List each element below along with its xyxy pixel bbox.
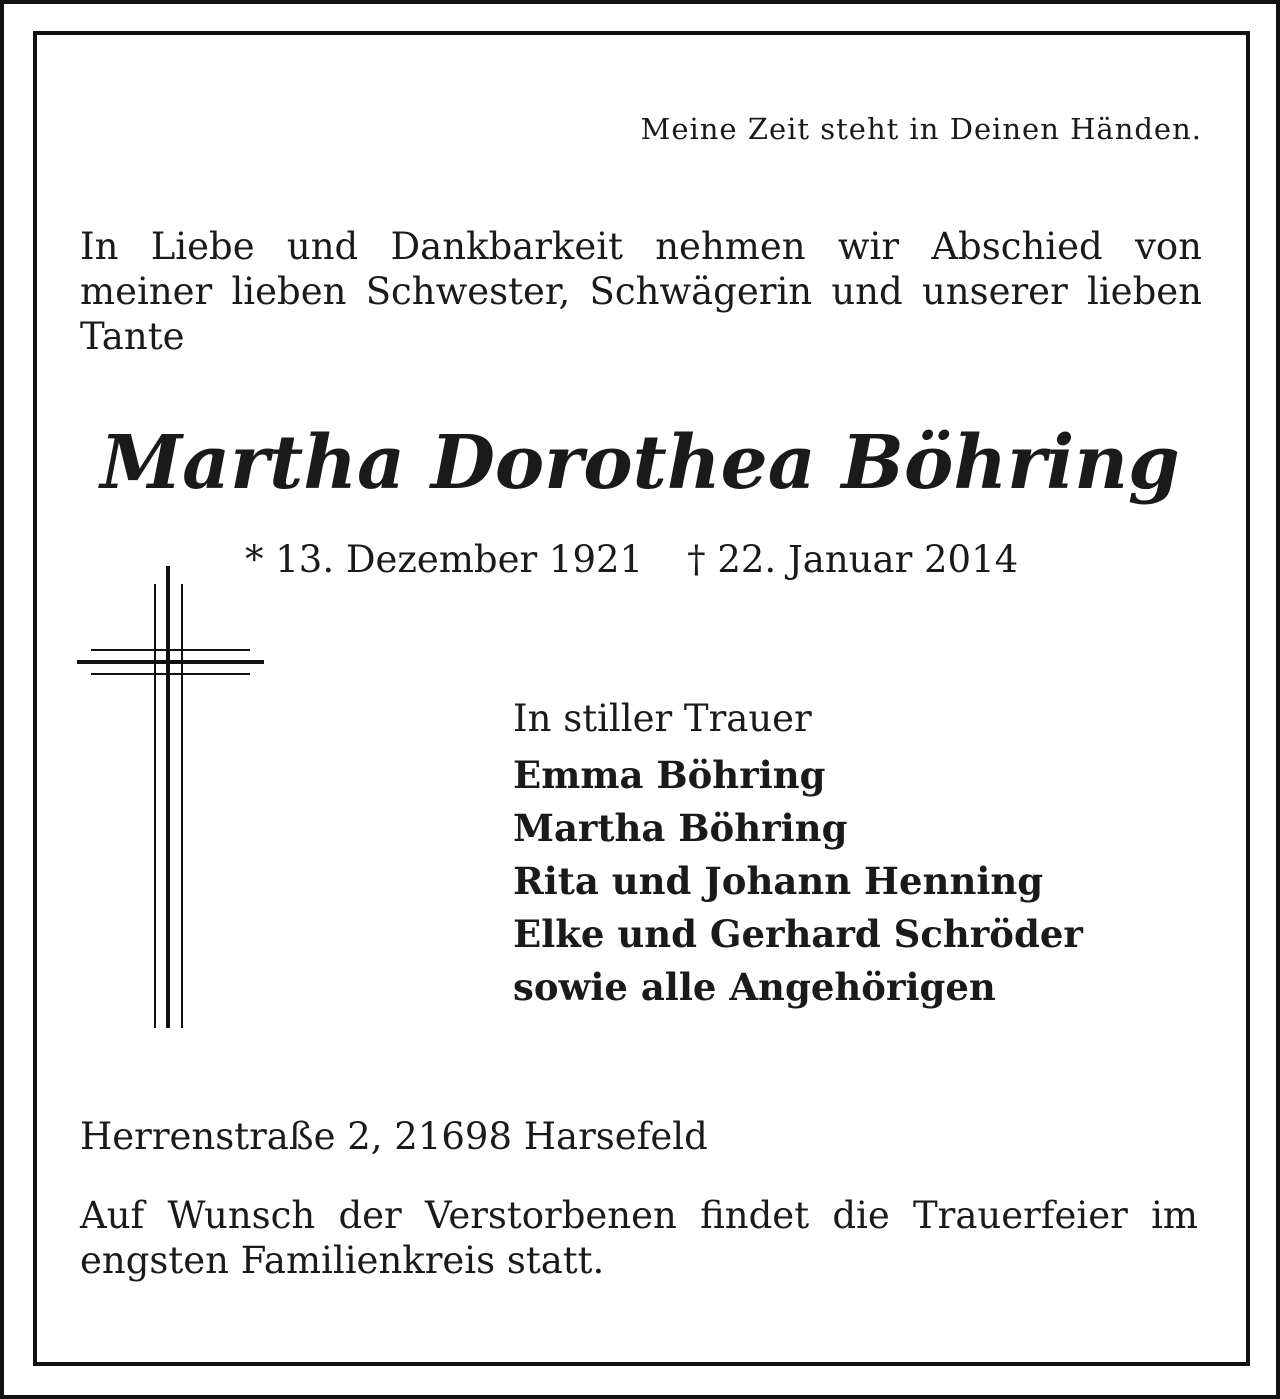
birth-date: * 13. Dezember 1921	[245, 538, 644, 581]
mourner-name: Emma Böhring	[513, 753, 826, 797]
mourner-name: Rita und Johann Henning	[513, 859, 1044, 903]
ceremony-note: Auf Wunsch der Verstorbenen findet die Trauerfeier im engsten Familienkreis statt.	[80, 1194, 1198, 1282]
double-line-cross-icon	[77, 566, 267, 1030]
mourning-lead: In stiller Trauer	[513, 697, 812, 740]
address: Herrenstraße 2, 21698 Harsefeld	[80, 1115, 708, 1158]
deceased-name: Martha Dorothea Böhring	[100, 420, 1180, 506]
motto: Meine Zeit steht in Deinen Händen.	[640, 112, 1202, 146]
intro-text: In Liebe und Dankbarkeit nehmen wir Abschied von meiner lieben Schwester, Schwägerin und unserer lieben Tante	[80, 225, 1202, 358]
mourner-name: Martha Böhring	[513, 806, 848, 850]
death-date: † 22. Januar 2014	[687, 538, 1019, 581]
mourners-block	[513, 695, 1083, 1014]
mourner-name: sowie alle Angehörigen	[513, 965, 996, 1009]
mourner-list	[513, 749, 1083, 1014]
life-dates	[245, 538, 1018, 581]
mourner-name: Elke und Gerhard Schröder	[513, 912, 1083, 956]
